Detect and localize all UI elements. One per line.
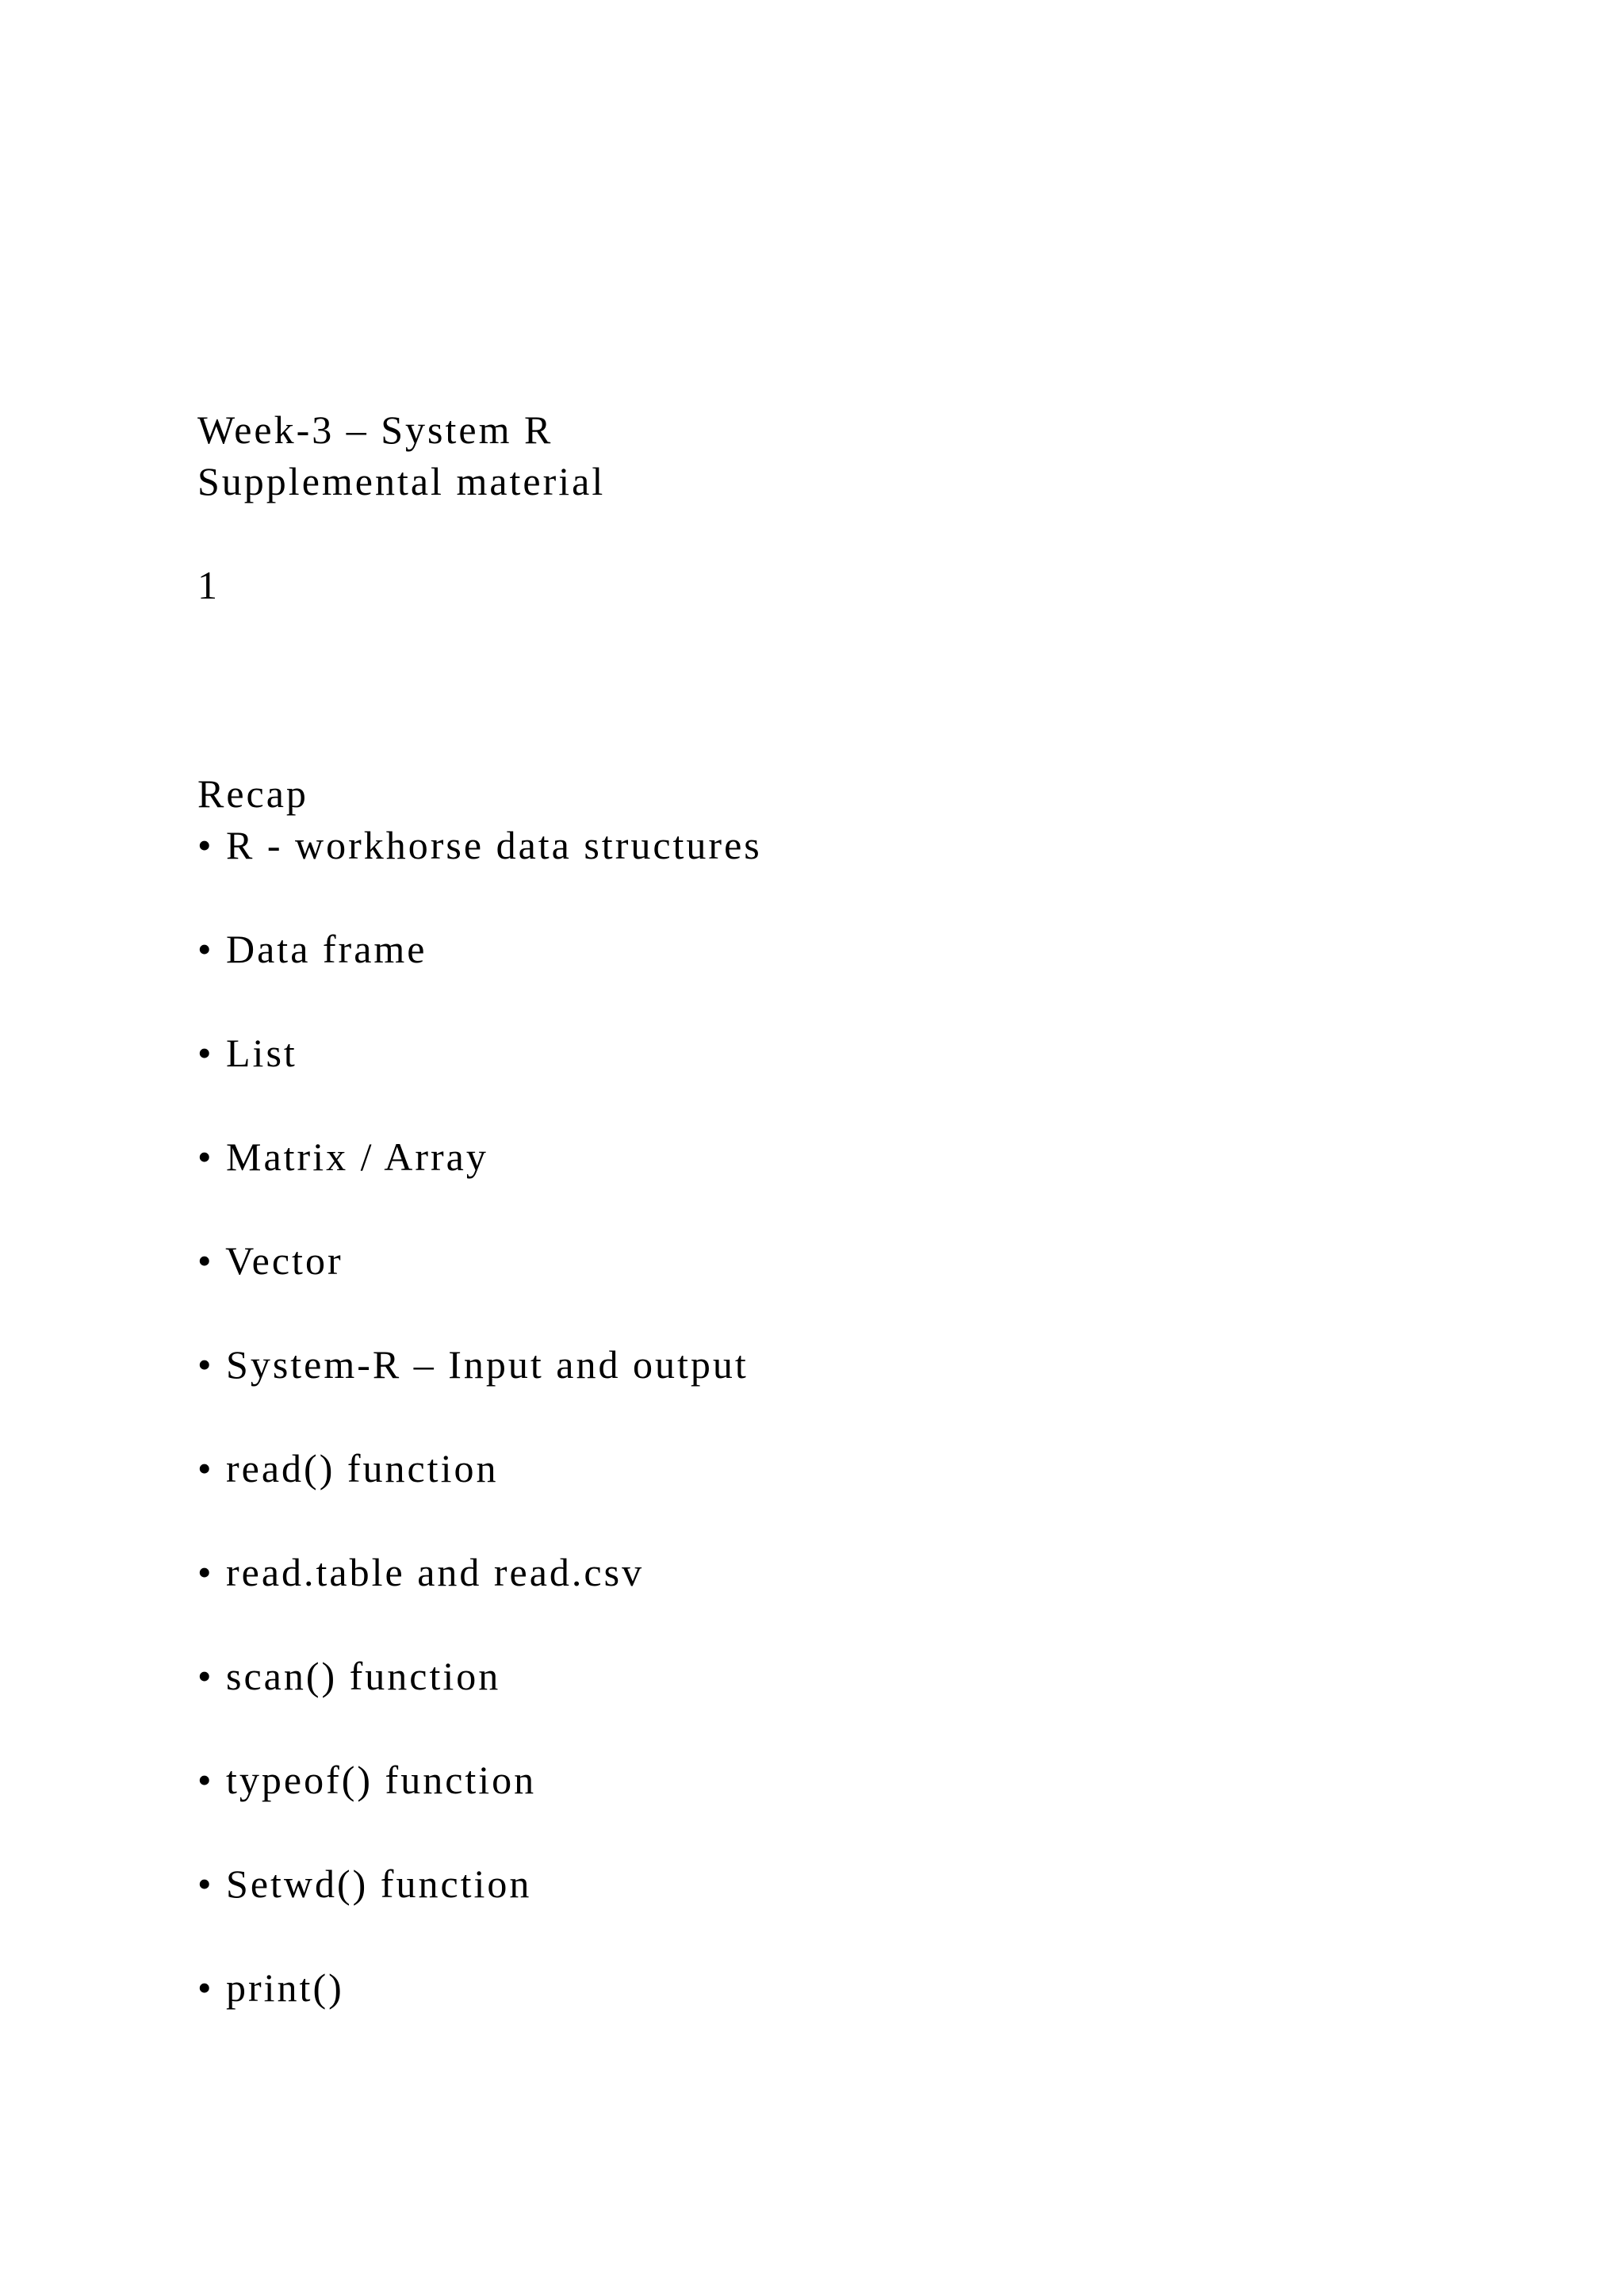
list-item: • print() bbox=[197, 1965, 344, 2010]
title-line-2: Supplemental material bbox=[197, 459, 606, 503]
section-heading: Recap bbox=[197, 771, 308, 816]
list-item: • System-R – Input and output bbox=[197, 1342, 749, 1387]
list-item: • scan() function bbox=[197, 1654, 501, 1698]
list-item: • Setwd() function bbox=[197, 1862, 532, 1906]
list-item: • Vector bbox=[197, 1238, 343, 1283]
list-item: • read() function bbox=[197, 1446, 499, 1490]
list-item: • Matrix / Array bbox=[197, 1135, 488, 1179]
list-item: • R - workhorse data structures bbox=[197, 823, 762, 867]
list-item: • read.table and read.csv bbox=[197, 1550, 645, 1594]
list-item: • typeof() function bbox=[197, 1758, 537, 1802]
list-item: • List bbox=[197, 1031, 297, 1075]
list-item: • Data frame bbox=[197, 927, 427, 971]
page-number: 1 bbox=[197, 563, 220, 607]
title-line-1: Week-3 – System R bbox=[197, 408, 553, 452]
